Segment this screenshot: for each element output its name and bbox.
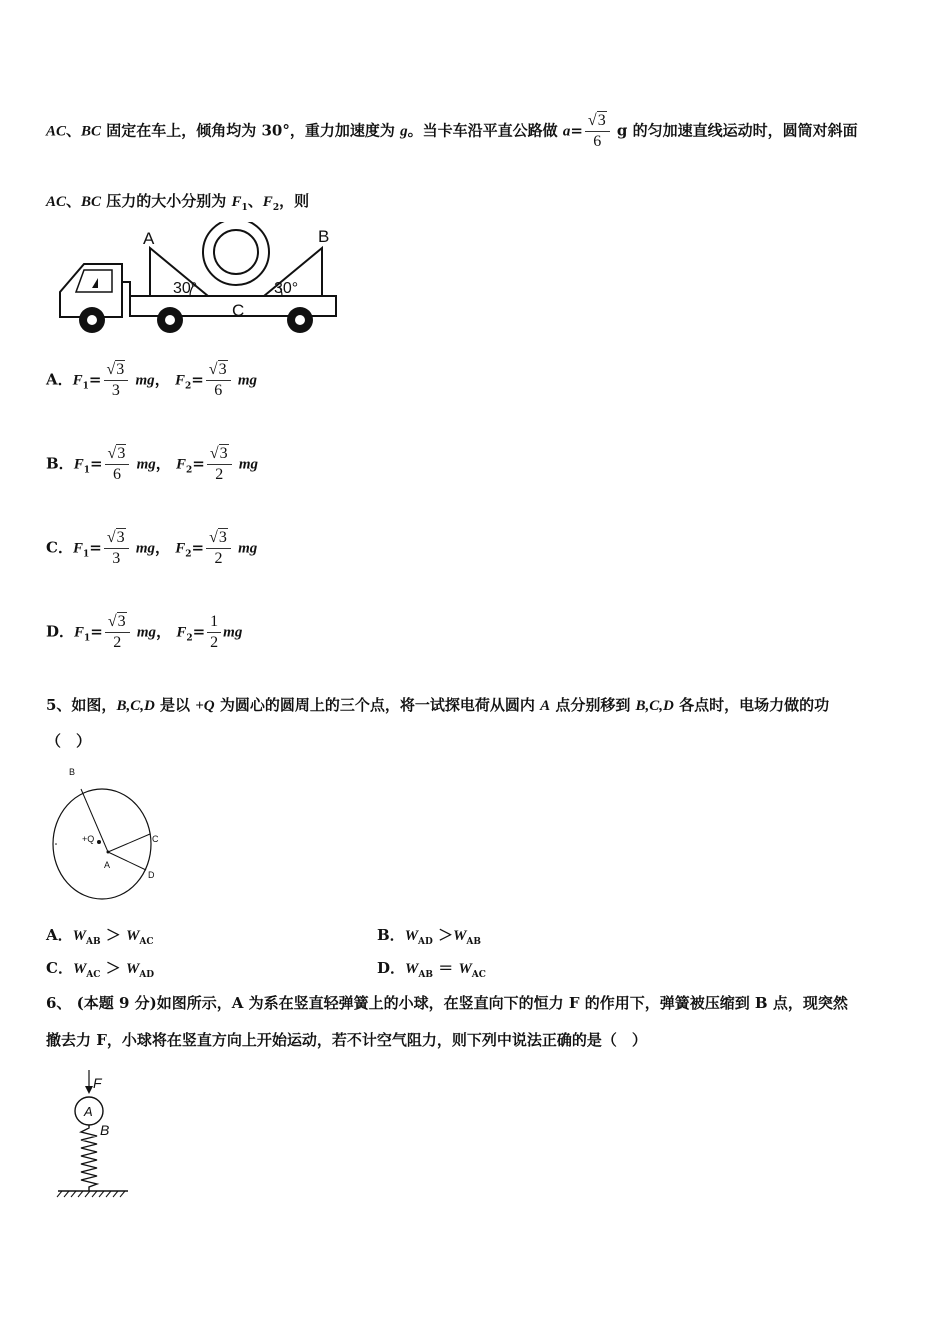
fraction: $\frac{√3}{3}$ [104,361,129,400]
frac-den: 6 [593,133,602,150]
equals: = [89,538,102,557]
frac-num: 3 [218,529,227,546]
label-a: A [84,1104,93,1119]
intro-text-5: ，则 [279,192,310,210]
equals: = [191,370,204,389]
frac-num: 3 [117,445,126,462]
intro-text-4: 压力的大小分别为 [101,192,232,210]
spring-figure [52,1066,137,1201]
equals: = [191,538,205,557]
var-bcd: B,C,D [635,698,674,714]
var-a: A [540,698,551,714]
mg: mg [136,456,156,473]
fraction: $\frac{√3}{2}$ [206,529,231,568]
q4-option-c[interactable] [46,529,257,568]
q5-text-2: 为圆心的圆周上的三个点，将一试探电荷从圆内 [214,696,541,714]
option-label: A． [46,370,73,389]
wheels [79,307,313,333]
operator: ＞ [105,926,121,944]
var-f2: F [262,194,273,210]
equals: = [192,622,206,641]
var-a: a [562,123,571,140]
var-w: W [405,961,419,977]
sub: AC [86,970,101,980]
frac-den: 6 [112,466,121,483]
label-f: F [93,1075,102,1091]
fraction: $\frac{√3}{6}$ [105,445,130,484]
fraction: $\frac{√3}{2}$ [105,613,130,652]
var-q: +Q [195,698,215,714]
option-label: D． [377,959,406,977]
sub-1: 1 [241,203,248,213]
intro-line-2 [46,190,309,213]
option-label: D． [46,622,75,641]
sub: 1 [82,381,89,392]
sub: AD [139,970,155,980]
fraction-sqrt3-over-6: $\frac{√3}{6}$ [585,112,610,151]
option-label: A． [46,926,73,944]
sep: 、 [66,121,82,140]
var-w: W [72,928,86,944]
mg: mg [135,372,155,389]
option-label: C． [46,959,73,977]
q4-option-d[interactable] [46,613,242,652]
mg: mg [238,456,259,473]
var-f1: F [73,456,84,473]
mg: mg [135,540,155,557]
equals: = [88,370,102,389]
frac-num: 3 [218,361,227,378]
var-w: W [453,928,467,944]
label-b: B [318,227,330,246]
mg: mg [238,540,258,557]
q5-text-4: 各点时，电场力做的功 [673,696,830,714]
comma: ， [155,454,171,473]
mg: mg [223,624,243,641]
operator: ＞ [438,926,454,944]
frac-num: 3 [116,529,125,546]
frac-num: 3 [117,613,126,630]
q5-text-3: 点分别移到 [550,696,636,714]
var-ac: AC [46,194,67,210]
option-label: C． [46,538,73,557]
var-bc: BC [81,194,102,210]
var-f2: F [174,372,185,389]
var-f1: F [72,372,83,389]
var-f1: F [231,194,242,210]
frac-den: 2 [210,634,219,651]
label-c: C [152,834,159,844]
var-f2: F [176,624,187,641]
var-w: W [458,961,472,977]
fraction: $\frac{√3}{2}$ [207,445,232,484]
q5-option-d[interactable] [377,957,486,980]
var-w: W [125,961,140,977]
intro-text-1: 固定在车上，倾角均为 30°，重力加速度为 [101,121,401,140]
q5-answer-bracket: （ ） [46,732,92,750]
sub: AB [85,937,101,947]
sub: 2 [185,549,192,560]
q5-number: 5、如图， [46,696,117,714]
q4-option-b[interactable] [46,445,258,484]
frac-den: 3 [112,550,121,567]
equals: = [570,121,583,140]
option-label: B． [377,926,405,944]
operator: ＝ [438,959,454,977]
frac-num: 3 [116,361,125,378]
sub: 2 [186,633,193,644]
q5-text-1: 是以 [154,696,196,714]
sub: 1 [84,633,91,644]
sub: AB [418,970,433,980]
truck-figure [50,222,345,340]
sub: 1 [82,549,90,560]
q6-stem-line-1: 6、 (本题 9 分)如图所示，A 为系在竖直轻弹簧上的小球，在竖直向下的恒力 F 的作用下，弹簧被压缩到 B 点，现突然 [46,994,848,1012]
mg: mg [136,624,157,641]
fraction: $\frac{√3}{6}$ [206,361,231,400]
sep: 、 [66,192,82,210]
sub: 2 [186,465,193,476]
label-q: +Q [82,834,95,844]
sub: AC [471,970,486,980]
frac-num: 3 [219,445,228,462]
sub-2: 2 [272,203,280,213]
frac-den: 2 [113,634,122,651]
label-a: A [104,860,111,870]
equals: = [90,622,103,641]
comma: ， [155,538,171,557]
intro-text-2: 。当卡车沿平直公路做 [407,121,563,140]
q5-option-a[interactable] [46,924,154,947]
frac-den: 2 [215,466,224,483]
label-a: A [143,229,155,248]
angle-right: 30° [274,280,299,297]
comma: ， [154,370,170,389]
label-c: C [232,301,245,320]
var-f1: F [74,624,85,641]
q4-option-a[interactable] [46,361,257,400]
frac-den: 6 [214,382,223,399]
var-g: g [400,123,408,140]
label-b: B [100,1122,110,1138]
angle-left: 30° [173,280,198,297]
var-ac: AC [46,123,67,140]
q5-stem-line-1 [46,694,829,715]
circle-figure [46,762,171,902]
label-d: D [148,870,155,880]
fraction: $\frac{√3}{3}$ [104,529,129,568]
var-w: W [72,961,87,977]
intro-line-1 [46,112,858,151]
fraction [207,613,221,652]
sub: 2 [184,381,192,392]
option-label: B． [46,454,74,473]
equals: = [192,454,205,473]
sub: 1 [83,465,90,476]
equals: = [89,454,103,473]
frac-den: 2 [214,550,223,567]
frac-num: 1 [207,613,221,633]
var-bcd: B,C,D [116,698,155,714]
var-w: W [404,928,419,944]
frac-num: 3 [597,112,606,129]
label-b: B [69,767,76,777]
var-w: W [126,928,140,944]
operator: ＞ [105,959,121,977]
var-bc: BC [81,123,102,140]
frac-den: 3 [111,382,120,399]
var-f2: F [175,540,186,557]
q5-option-b[interactable] [377,924,481,947]
var-f2: F [175,456,186,473]
var-f1: F [72,540,83,557]
mg: mg [237,372,257,389]
sub: AC [139,937,154,947]
comma: ， [156,622,172,641]
sub: AB [466,937,482,947]
sep: 、 [247,192,263,210]
intro-text-3: g 的匀加速直线运动时，圆筒对斜面 [611,121,858,140]
q5-option-c[interactable] [46,957,154,980]
q6-stem-line-2: 撤去力 F，小球将在竖直方向上开始运动，若不计空气阻力，则下列中说法正确的是（ ） [46,1031,647,1049]
sub: AD [418,937,433,947]
